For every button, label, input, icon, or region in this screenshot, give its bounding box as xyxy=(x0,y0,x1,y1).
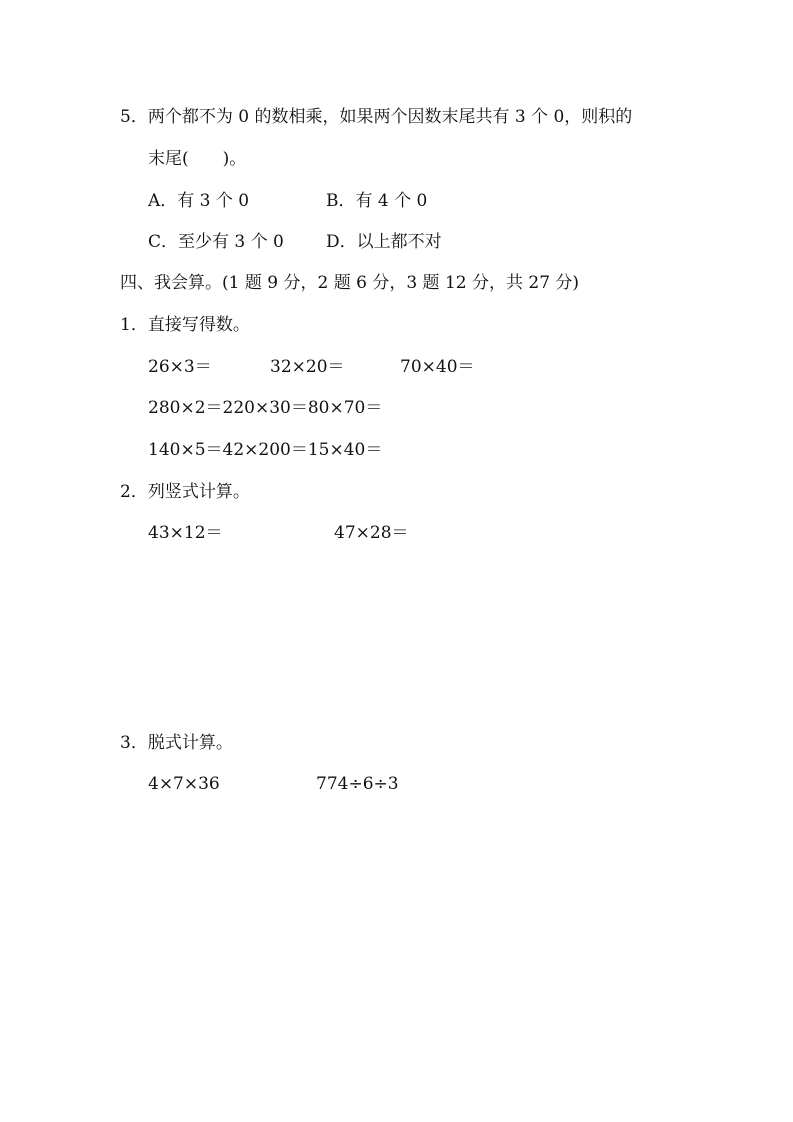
part-1-row1-item2: 32×20＝ xyxy=(270,357,345,377)
question-5-stem-line1: 5．两个都不为 0 的数相乘，如果两个因数末尾共有 3 个 0，则积的 xyxy=(120,107,633,127)
question-5-option-b: B．有 4 个 0 xyxy=(326,191,428,211)
question-5-option-a: A．有 3 个 0 xyxy=(148,191,250,211)
question-5-option-c: C．至少有 3 个 0 xyxy=(148,232,284,252)
question-5-stem-line2: 末尾( )。 xyxy=(148,149,247,169)
section-4-heading: 四、我会算。(1 题 9 分，2 题 6 分，3 题 12 分，共 27 分) xyxy=(120,273,580,293)
part-3-item1: 4×7×36 xyxy=(148,774,220,794)
part-1-title: 1．直接写得数。 xyxy=(120,315,250,335)
part-1-row3: 140×5＝42×200＝15×40＝ xyxy=(148,440,383,460)
part-2-item1: 43×12＝ xyxy=(148,523,223,543)
part-3-item2: 774÷6÷3 xyxy=(316,774,399,794)
part-1-row1-item3: 70×40＝ xyxy=(400,357,475,377)
part-2-title: 2．列竖式计算。 xyxy=(120,482,250,502)
part-3-title: 3．脱式计算。 xyxy=(120,733,233,753)
part-1-row2: 280×2＝220×30＝80×70＝ xyxy=(148,398,383,418)
part-1-row1-item1: 26×3＝ xyxy=(148,357,212,377)
question-5-option-d: D．以上都不对 xyxy=(326,232,442,252)
part-2-item2: 47×28＝ xyxy=(334,523,409,543)
